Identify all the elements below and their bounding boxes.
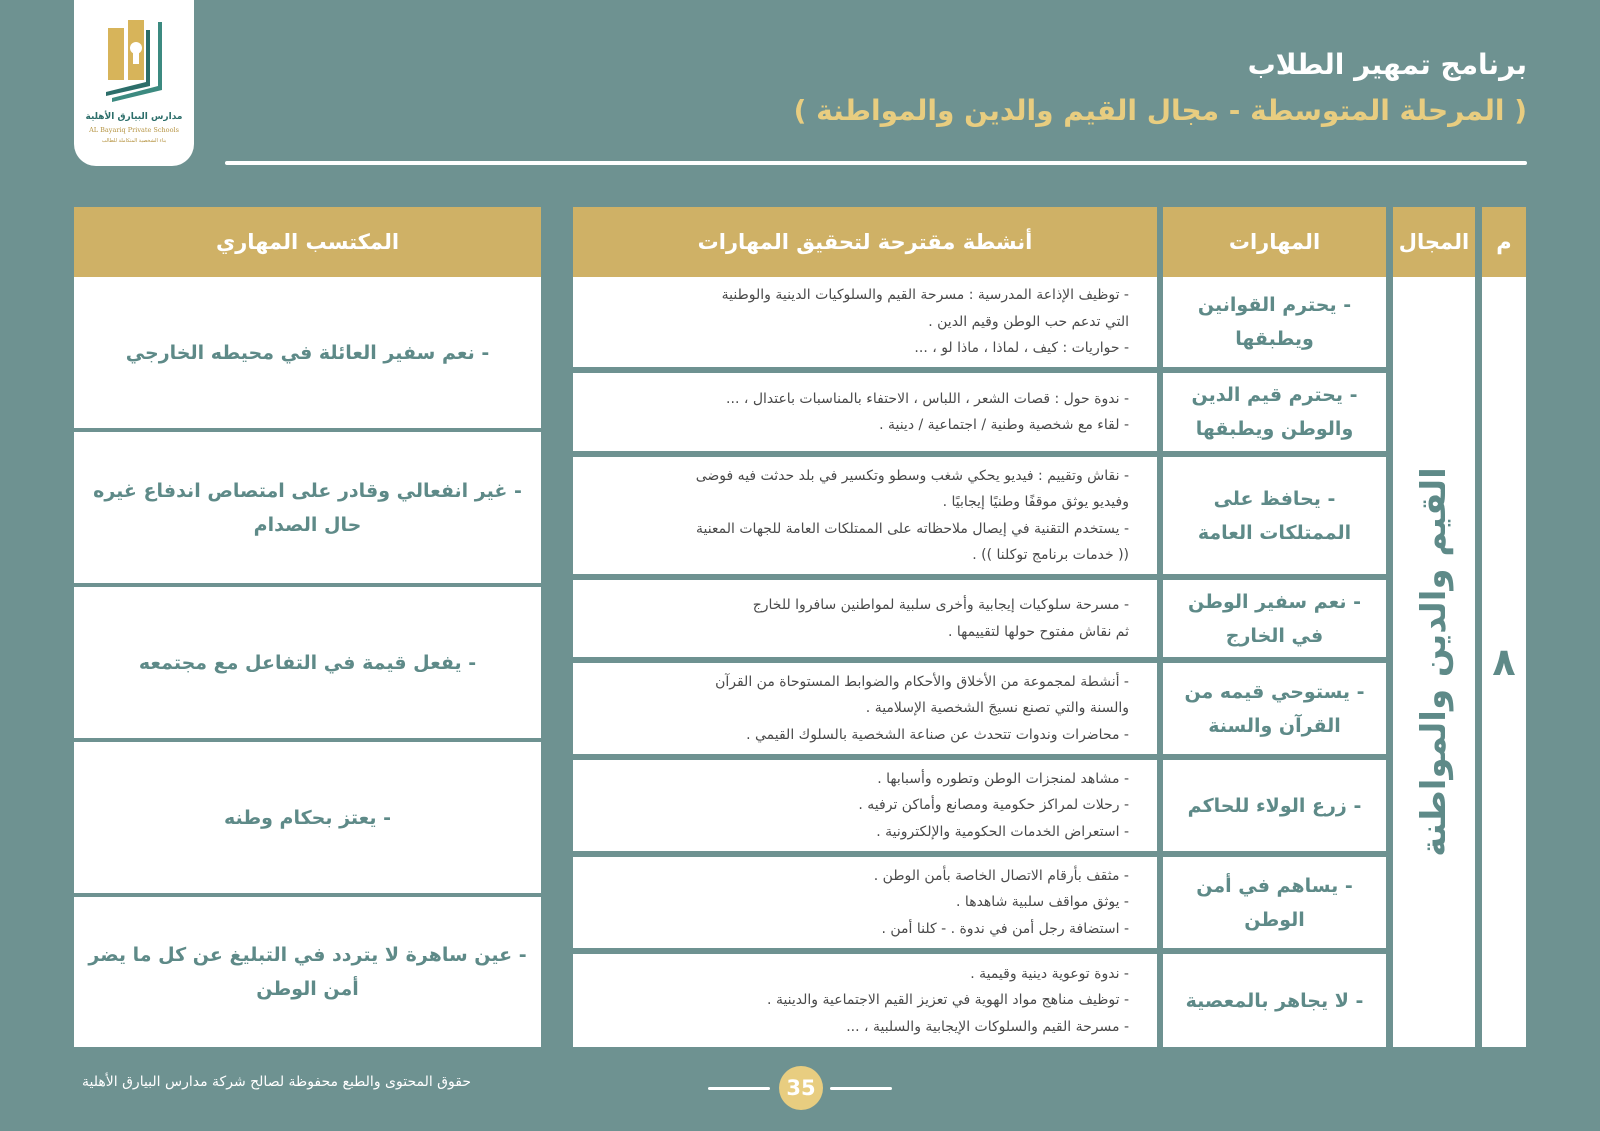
activity-cell bbox=[573, 954, 1157, 1047]
activity-line: - أنشطة لمجموعة من الأخلاق والأحكام والضوابط المستوحاة من القرآن bbox=[715, 673, 1129, 690]
acquired-cell bbox=[74, 277, 541, 428]
skill-cell bbox=[1163, 457, 1386, 574]
activity-line: - مسرحة القيم والسلوكات الإيجابية والسلبية ، ... bbox=[846, 1018, 1129, 1035]
acquired-text: - نعم سفير العائلة في محيطه الخارجي bbox=[125, 341, 490, 364]
skill-text: - زرع الولاء للحاكم bbox=[1187, 794, 1362, 817]
school-logo bbox=[74, 0, 194, 166]
activity-line: (( خدمات برنامج توكلنا )) . bbox=[972, 547, 1129, 563]
skill-cell bbox=[1163, 954, 1386, 1047]
skill-cell bbox=[1163, 277, 1386, 367]
activity-line: - يستخدم التقنية في إيصال ملاحظاته على الممتلكات العامة للجهات المعنية bbox=[695, 520, 1129, 537]
activity-line: وفيديو يوثق موقفًا وطنيًا إيجابيًا . bbox=[942, 494, 1129, 510]
activity-line: ثم نقاش مفتوح حولها لتقييمها . bbox=[947, 623, 1129, 640]
skill-text: - يحترم القوانين ويطبقها bbox=[1197, 294, 1352, 350]
activity-line: والسنة والتي تصنع نسيجَ الشخصية الإسلامية . bbox=[865, 700, 1129, 717]
page-title: برنامج تمهير الطلاب bbox=[1247, 48, 1527, 81]
domain-cell bbox=[1393, 277, 1475, 1047]
activity-line: - استعراض الخدمات الحكومية والإلكترونية . bbox=[876, 823, 1129, 840]
activity-cell bbox=[573, 277, 1157, 367]
logo-name-ar: مدارس البيارق الأهلية bbox=[85, 112, 183, 122]
logo-tagline: بناء الشخصية المتكاملة للطالب bbox=[101, 138, 167, 144]
footer-copyright: حقوق المحتوى والطبع محفوظة لصالح شركة مدارس البيارق الأهلية bbox=[82, 1074, 472, 1090]
activity-line: - توظيف مناهج مواد الهوية في تعزيز القيم الاجتماعية والدينية . bbox=[767, 992, 1129, 1009]
skill-text: - لا يجاهر بالمعصية bbox=[1185, 989, 1364, 1012]
page-line-right bbox=[830, 1087, 892, 1090]
acquired-cell bbox=[74, 432, 541, 583]
activity-line: - حواريات : كيف ، لماذا ، ماذا لو ، ... bbox=[914, 340, 1129, 357]
header-activities: أنشطة مقترحة لتحقيق المهارات bbox=[573, 207, 1157, 277]
logo-emblem-icon bbox=[102, 16, 168, 106]
activity-cell bbox=[573, 663, 1157, 754]
activity-line: التي تدعم حب الوطن وقيم الدين . bbox=[928, 313, 1129, 330]
page-number: 35 bbox=[779, 1066, 823, 1110]
acquired-text: - يعتز بحكام وطنه bbox=[223, 806, 392, 829]
skill-cell bbox=[1163, 663, 1386, 754]
activity-line: - مشاهد لمنجزات الوطن وتطوره وأسبابها . bbox=[877, 770, 1129, 787]
acquired-text: - غير انفعالي وقادر على امتصاص اندفاع غيره حال الصدام bbox=[93, 479, 522, 536]
header-acquired: المكتسب المهاري bbox=[74, 207, 541, 277]
skill-text: - نعم سفير الوطن في الخارج bbox=[1188, 590, 1361, 647]
acquired-cell bbox=[74, 742, 541, 893]
activity-line: - يوثق مواقف سلبية شاهدها . bbox=[956, 894, 1129, 911]
activity-line: - مثقف بأرقام الاتصال الخاصة بأمن الوطن . bbox=[873, 867, 1129, 884]
header-domain: المجال bbox=[1393, 207, 1475, 277]
activity-cell bbox=[573, 373, 1157, 451]
activity-line: - مسرحة سلوكيات إيجابية وأخرى سلبية لمواطنين سافروا للخارج bbox=[752, 597, 1129, 613]
skill-text: - يساهم في أمن الوطن bbox=[1196, 874, 1353, 931]
acquired-text: - يفعل قيمة في التفاعل مع مجتمعه bbox=[138, 651, 477, 674]
skill-text: - يحافظ على الممتلكات العامة bbox=[1197, 487, 1352, 544]
acquired-text: - عين ساهرة لا يتردد في التبليغ عن كل ما يضر أمن الوطن bbox=[88, 944, 527, 1000]
header-skills: المهارات bbox=[1163, 207, 1386, 277]
activity-line: - محاضرات وندوات تتحدث عن صناعة الشخصية بالسلوك القيمي . bbox=[746, 726, 1129, 743]
acquired-cell bbox=[74, 897, 541, 1047]
domain-label: القيم والدين والمواطنة bbox=[1414, 467, 1455, 857]
skill-text: - يستوحي قيمه من القرآن والسنة bbox=[1184, 680, 1365, 737]
activity-cell bbox=[573, 457, 1157, 574]
activity-cell bbox=[573, 857, 1157, 948]
row-number: ٨ bbox=[1482, 277, 1526, 1047]
activity-line: - ندوة حول : قصات الشعر ، اللباس ، الاحتفاء بالمناسبات باعتدال ، ... bbox=[726, 390, 1129, 407]
activity-line: - نقاش وتقييم : فيديو يحكي شغب وسطو وتكسير في بلد حدثت فيه فوضى bbox=[695, 467, 1129, 484]
activity-cell bbox=[573, 580, 1157, 657]
skill-cell bbox=[1163, 760, 1386, 851]
page-subtitle: ( المرحلة المتوسطة - مجال القيم والدين والمواطنة ) bbox=[793, 94, 1527, 127]
skill-cell bbox=[1163, 580, 1386, 657]
activity-line: - لقاء مع شخصية وطنية / اجتماعية / دينية . bbox=[879, 417, 1129, 433]
header-num: م bbox=[1482, 207, 1526, 277]
page-line-left bbox=[708, 1087, 770, 1090]
title-divider bbox=[225, 161, 1527, 165]
logo-name-en: AL Bayariq Private Schools bbox=[89, 126, 179, 134]
activity-line: - ندوة توعوية دينية وقيمية . bbox=[970, 965, 1129, 982]
skill-cell bbox=[1163, 857, 1386, 948]
activity-line: - استضافة رجل أمن في ندوة . - كلنا أمن . bbox=[881, 920, 1129, 937]
activity-line: - توظيف الإذاعة المدرسية : مسرحة القيم والسلوكيات الدينية والوطنية bbox=[721, 287, 1129, 304]
skill-text: - يحترم قيم الدين والوطن ويطبقها bbox=[1191, 384, 1358, 440]
acquired-cell bbox=[74, 587, 541, 738]
activity-line: - رحلات لمراكز حكومية ومصانع وأماكن ترفيه . bbox=[858, 797, 1129, 814]
skill-cell bbox=[1163, 373, 1386, 451]
activity-cell bbox=[573, 760, 1157, 851]
